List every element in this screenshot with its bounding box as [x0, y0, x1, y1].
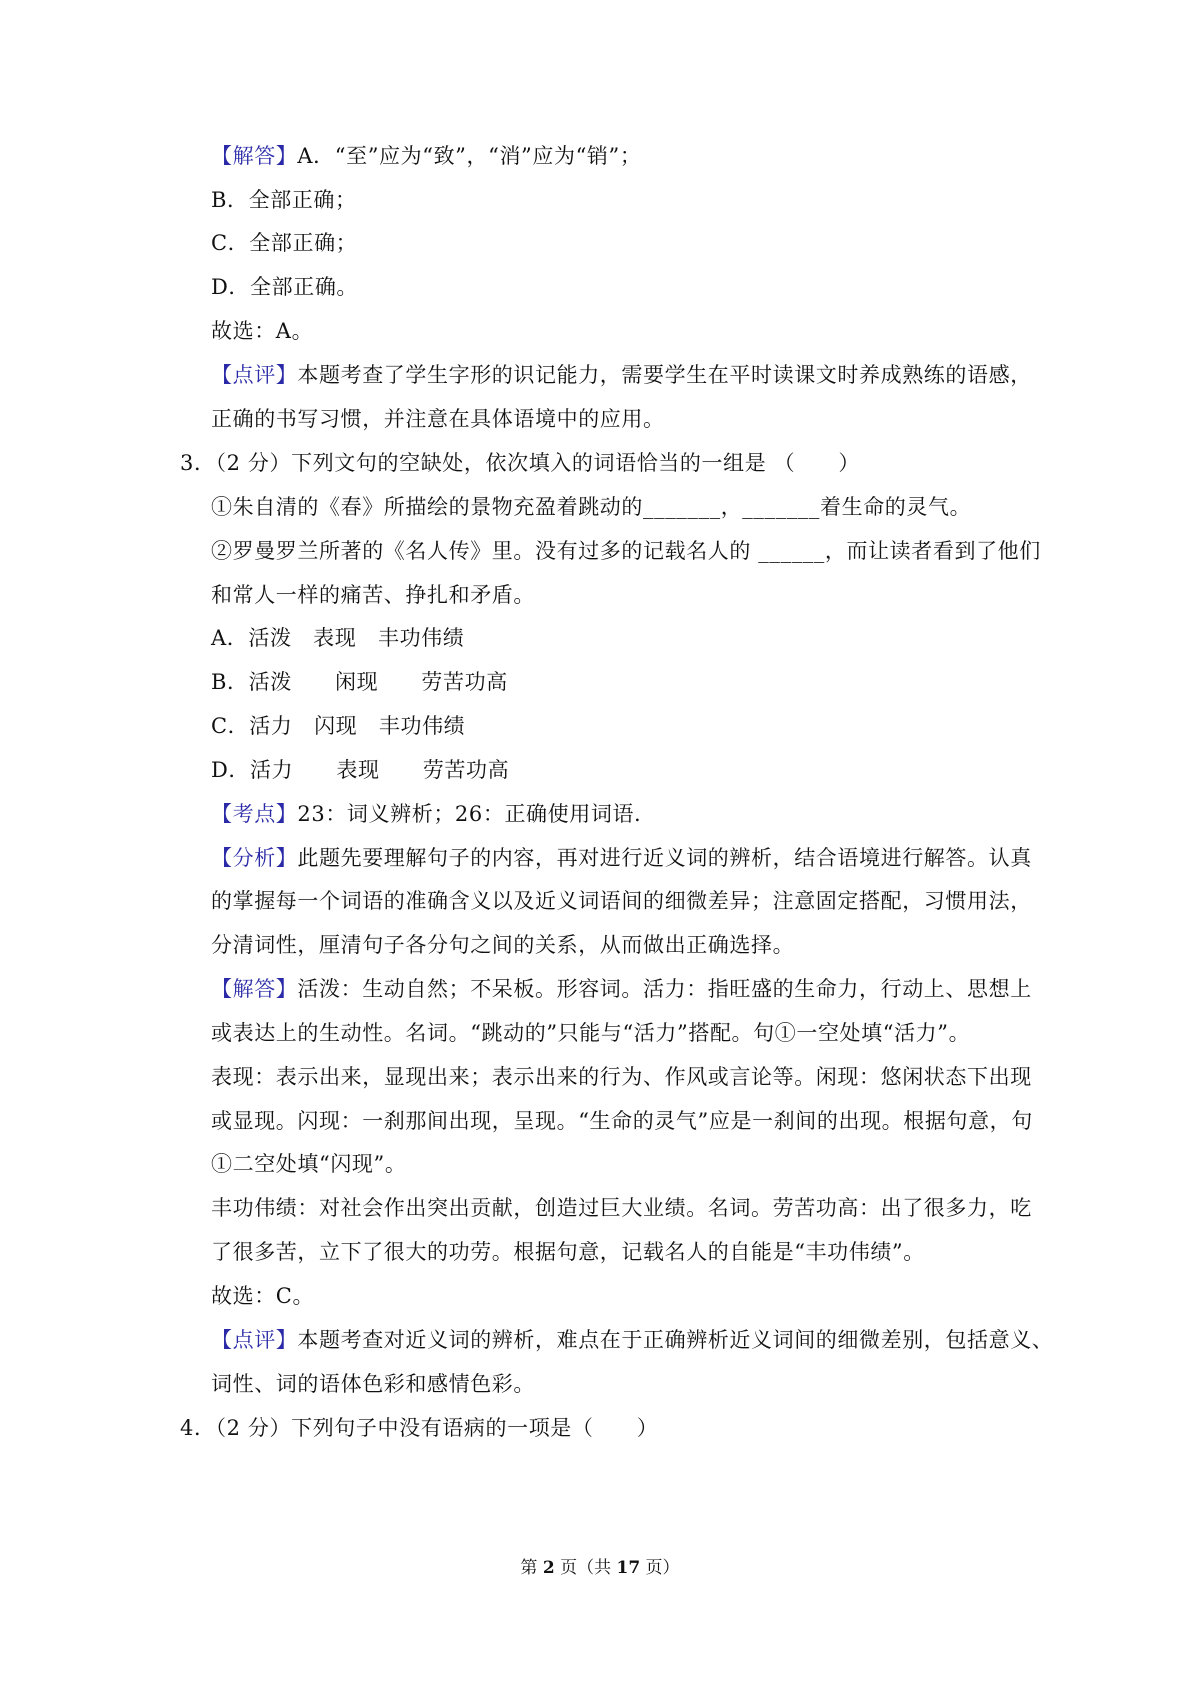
- answer-choice: 故选：A。: [211, 319, 314, 343]
- answer-line: [211, 142, 641, 170]
- footer-prefix: 第: [520, 1558, 543, 1578]
- solution-text: 活泼：生动自然；不呆板。形容词。活力：指旺盛的生命力，行动上、思想上: [297, 977, 1032, 1001]
- question-3-option-c: C．活力 闪现 丰功伟绩: [211, 714, 466, 738]
- comment-line: [211, 361, 1032, 389]
- solution-choice: 故选：C。: [211, 1284, 315, 1308]
- solution-line: [211, 975, 1032, 1003]
- review-tag: 【点评】: [211, 1328, 298, 1352]
- analysis-tag: 【分析】: [211, 846, 298, 870]
- kaodian-text: 23：词义辨析；26：正确使用词语.: [297, 802, 642, 826]
- review-text: 本题考查对近义词的辨析，难点在于正确辨析近义词间的细微差别，包括意义、: [297, 1328, 1054, 1352]
- question-3-title: 3．（2 分）下列文句的空缺处，依次填入的词语恰当的一组是 （ ）: [180, 451, 860, 475]
- answer-text: A．“至”应为“致”，“消”应为“销”；: [297, 144, 642, 168]
- solution-tag: 【解答】: [211, 977, 298, 1001]
- solution-continuation-6: 了很多苦，立下了很大的功劳。根据句意，记载名人的自能是“丰功伟绩”。: [211, 1240, 925, 1264]
- question-3-sentence-2-cont: 和常人一样的痛苦、挣扎和矛盾。: [211, 583, 535, 607]
- solution-continuation-5: 丰功伟绩：对社会作出突出贡献，创造过巨大业绩。名词。劳苦功高：出了很多力，吃: [211, 1196, 1032, 1220]
- review-line: [211, 1326, 1053, 1354]
- footer-middle: 页（共: [554, 1558, 617, 1578]
- question-3-sentence-1: ①朱自清的《春》所描绘的景物充盈着跳动的_______，_______着生命的灵气。: [211, 495, 972, 519]
- comment-tag: 【点评】: [211, 363, 298, 387]
- analysis-line: [211, 844, 1032, 872]
- solution-continuation-1: 或表达上的生动性。名词。“跳动的”只能与“活力”搭配。句①一空处填“活力”。: [211, 1021, 971, 1045]
- analysis-continuation-2: 分清词性，厘清句子各分句之间的关系，从而做出正确选择。: [211, 933, 795, 957]
- question-3-sentence-2: ②罗曼罗兰所著的《名人传》里。没有过多的记载名人的 ______，而让读者看到了他们: [211, 539, 1041, 563]
- question-3-option-a: A．活泼 表现 丰功伟绩: [211, 626, 465, 650]
- question-4-title: 4．（2 分）下列句子中没有语病的一项是（ ）: [180, 1416, 659, 1440]
- answer-option-c: C．全部正确；: [211, 231, 358, 255]
- comment-continuation: 正确的书写习惯，并注意在具体语境中的应用。: [211, 407, 665, 431]
- answer-tag: 【解答】: [211, 144, 298, 168]
- analysis-continuation-1: 的掌握每一个词语的准确含义以及近义词语间的细微差异；注意固定搭配，习惯用法，: [211, 889, 1032, 913]
- answer-option-d: D．全部正确。: [211, 275, 359, 299]
- solution-continuation-2: 表现：表示出来，显现出来；表示出来的行为、作风或言论等。闲现：悠闲状态下出现: [211, 1065, 1032, 1089]
- kaodian-tag: 【考点】: [211, 802, 298, 826]
- page-footer: [0, 1556, 1200, 1580]
- question-3-option-b: B．活泼 闲现 劳苦功高: [211, 670, 508, 694]
- comment-text: 本题考查了学生字形的识记能力，需要学生在平时读课文时养成熟练的语感，: [297, 363, 1032, 387]
- footer-page-number: 2: [542, 1558, 555, 1578]
- footer-suffix: 页）: [640, 1558, 680, 1578]
- kaodian-line: [211, 800, 641, 828]
- review-continuation: 词性、词的语体色彩和感情色彩。: [211, 1372, 535, 1396]
- solution-continuation-3: 或显现。闪现：一刹那间出现，呈现。“生命的灵气”应是一刹间的出现。根据句意，句: [211, 1109, 1033, 1133]
- footer-total-pages: 17: [616, 1558, 641, 1578]
- solution-continuation-4: ①二空处填“闪现”。: [211, 1152, 407, 1176]
- question-3-option-d: D．活力 表现 劳苦功高: [211, 758, 510, 782]
- answer-option-b: B．全部正确；: [211, 188, 357, 212]
- analysis-text: 此题先要理解句子的内容，再对进行近义词的辨析，结合语境进行解答。认真: [297, 846, 1032, 870]
